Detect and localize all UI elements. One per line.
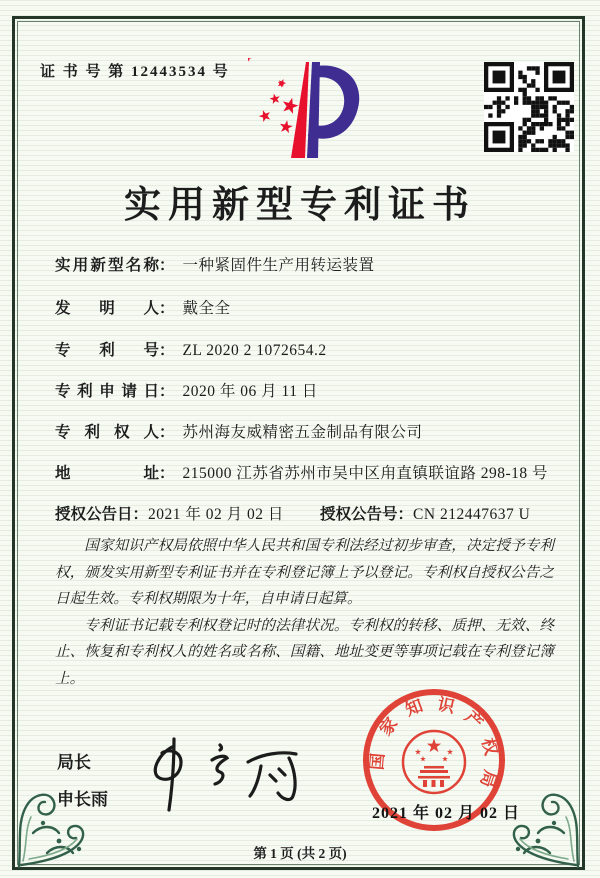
field-value: 215000 江苏省苏州市吴中区甪直镇联谊路 298-18 号 — [182, 465, 549, 482]
page-number: 第 1 页 (共 2 页) — [253, 846, 347, 861]
seal-char: 知 — [402, 695, 426, 720]
grant-no-label: 授权公告号： — [320, 506, 414, 523]
seal-char: 国 — [367, 752, 388, 771]
seal-char: 识 — [435, 694, 457, 717]
logo-red-wedge — [291, 62, 309, 158]
field-value: 2020 年 06 月 11 日 — [182, 383, 318, 400]
legal-paragraph-1: 国家知识产权局依照中华人民共和国专利法经过初步审查，决定授予专利权，颁发实用新型专利证书并在专利登记簿上予以登记。专利权自授权公告之日起生效。专利权期限为十年，自申请日起算。 — [55, 538, 554, 608]
grant-no-value: CN 212447637 U — [413, 506, 531, 523]
field-label: 实用新型名称 — [55, 257, 159, 274]
seal-date: 2021 年 02 月 02 日 — [372, 805, 521, 822]
field-value: 一种紧固件生产用转运装置 — [182, 257, 375, 274]
seal-char: 产 — [461, 707, 487, 733]
field-row-patentee — [55, 420, 555, 442]
grant-no — [320, 502, 530, 524]
certificate-title: 实用新型专利证书 — [124, 185, 476, 226]
field-value: 戴全全 — [182, 300, 231, 317]
field-label: 专利号 — [55, 342, 159, 359]
grant-date-label: 授权公告日： — [55, 506, 149, 523]
field-row-patent-no — [55, 338, 555, 360]
field-label: 专利权人 — [55, 424, 159, 441]
field-row-filing-date — [55, 379, 555, 401]
field-colon: ： — [159, 257, 175, 274]
field-row-grant — [55, 502, 555, 524]
legal-paragraph-2: 专利证书记载专利权登记时的法律状况。专利权的转移、质押、无效、终止、恢复和专利权人的姓名或名称、国籍、地址变更等事项记载在专利登记簿上。 — [55, 617, 554, 687]
signature-shen-changyu — [128, 733, 318, 815]
seal-char: 权 — [478, 736, 501, 758]
field-colon: ： — [159, 424, 175, 441]
qr-code — [484, 62, 574, 152]
field-row-inventor — [55, 296, 555, 318]
field-label: 专利申请日 — [55, 383, 159, 400]
officer-name: 申长雨 — [57, 790, 108, 810]
certificate-number: 证 书 号 第 12443534 号 — [40, 64, 230, 80]
legal-text — [55, 533, 554, 692]
field-colon: ： — [159, 342, 175, 359]
field-colon: ： — [159, 383, 175, 400]
corner-ornament-icon — [492, 757, 584, 869]
field-label: 发明人 — [55, 300, 159, 317]
field-row-address — [55, 461, 555, 483]
seal-national-emblem — [403, 731, 465, 793]
grant-date-value: 2021 年 02 月 02 日 — [148, 506, 284, 523]
seal-char: 家 — [375, 714, 402, 740]
seal-char: 局 — [476, 767, 500, 790]
officer-title: 局长 — [57, 753, 91, 772]
field-value: ZL 2020 2 1072654.2 — [182, 342, 327, 359]
field-label: 地址 — [55, 465, 159, 482]
logo-stars — [257, 78, 300, 134]
field-colon: ： — [159, 300, 175, 317]
field-colon: ： — [159, 465, 175, 482]
field-row-name — [55, 253, 555, 275]
cnipa-logo-icon — [248, 58, 366, 166]
corner-ornament-icon — [13, 757, 105, 869]
field-value: 苏州海友威精密五金制品有限公司 — [182, 424, 423, 441]
